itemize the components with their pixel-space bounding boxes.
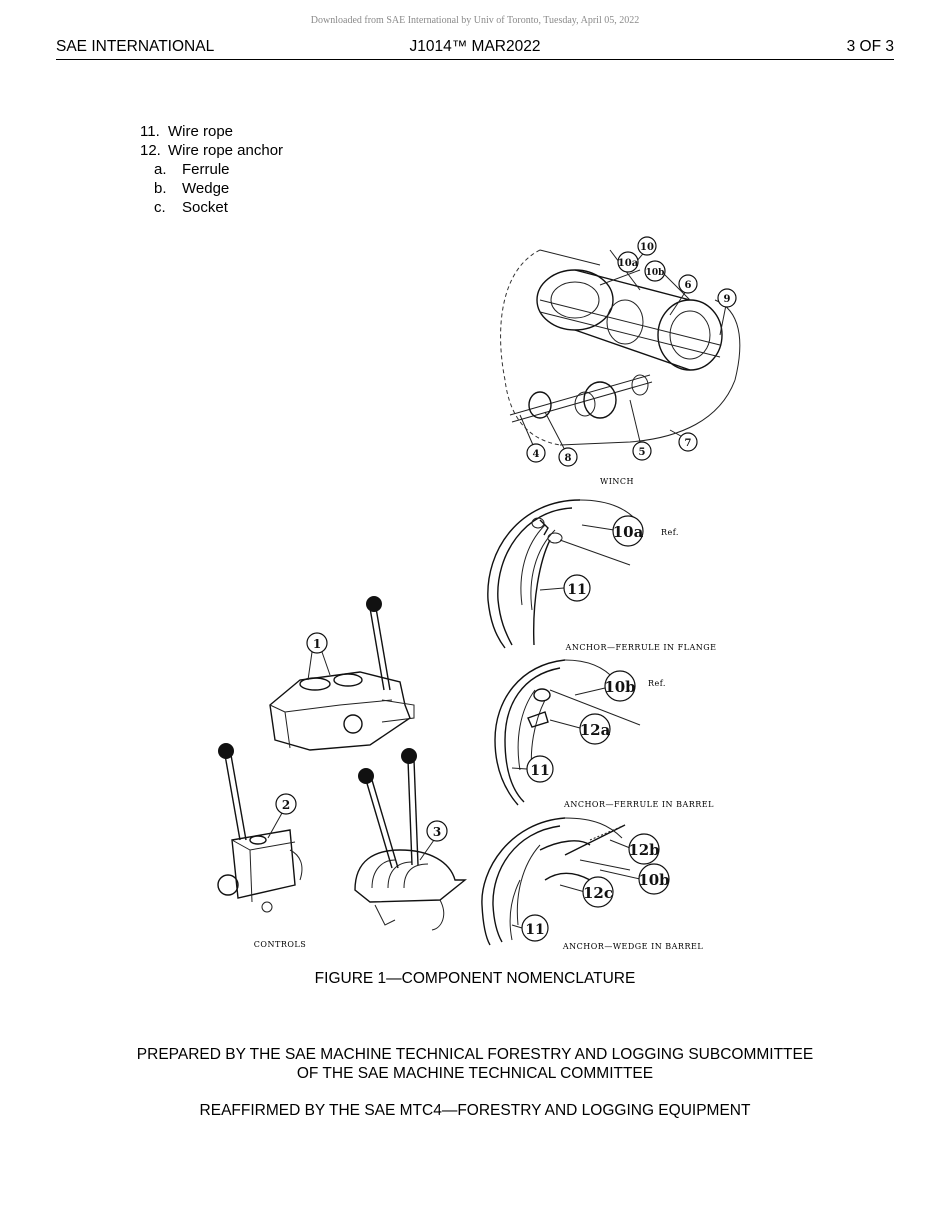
header-organization: SAE INTERNATIONAL [56, 38, 215, 55]
callout-label: 5 [638, 447, 646, 458]
caption-anchor-barrel: ANCHOR—FERRULE IN BARREL [564, 800, 714, 809]
caption-controls: CONTROLS [253, 940, 307, 949]
list-subitem-label: Ferrule [182, 161, 230, 178]
callout-label: 10b [638, 871, 670, 889]
figure-title: FIGURE 1—COMPONENT NOMENCLATURE [314, 970, 636, 987]
list-subitem-letter: b. [154, 180, 167, 197]
list-item-label: Wire rope anchor [168, 142, 284, 159]
callout-label: 11 [525, 922, 545, 938]
callout-label: 10a [612, 523, 644, 541]
callout-label: 11 [530, 763, 550, 779]
control-valve-2-drawing [218, 743, 302, 912]
list-subitem-label: Socket [182, 199, 228, 216]
caption-winch: WINCH [600, 477, 634, 486]
callout-label: 12a [579, 721, 611, 739]
list-item-number: 12. [140, 142, 161, 159]
download-notice: Downloaded from SAE International by Univ of Toronto, Tuesday, April 05, 2022 [310, 15, 640, 26]
callout-label: 12b [628, 841, 660, 859]
anchor-flange-callouts [540, 516, 644, 601]
list-item-number: 11. [140, 123, 160, 140]
list-subitem-label: Wedge [182, 180, 230, 197]
footer-line: PREPARED BY THE SAE MACHINE TECHNICAL FORESTRY AND LOGGING SUBCOMMITTEE [136, 1046, 814, 1063]
ref-label-flange: Ref. [661, 528, 679, 537]
list-item-label: Wire rope [168, 123, 234, 140]
winch-callouts [520, 237, 736, 466]
callout-label: 3 [432, 825, 442, 839]
callout-label: 10a [617, 258, 639, 269]
callout-label: 10 [640, 242, 654, 253]
callout-label: 1 [312, 637, 322, 651]
list-subitem-letter: c. [154, 199, 166, 216]
caption-anchor-flange: ANCHOR—FERRULE IN FLANGE [565, 643, 717, 652]
header-document-id: J1014™ MAR2022 [409, 38, 541, 55]
callout-label: 6 [684, 280, 692, 291]
footer-prepared-by [0, 1045, 950, 1083]
callout-label: 10b [645, 268, 665, 278]
callout-label: 7 [684, 438, 692, 449]
control-valve-1-drawing [270, 596, 414, 750]
callout-label: 9 [723, 294, 731, 305]
caption-anchor-wedge: ANCHOR—WEDGE IN BARREL [562, 942, 704, 951]
ref-label-barrel: Ref. [648, 679, 666, 688]
callout-label: 2 [281, 798, 291, 812]
winch-drawing [501, 250, 740, 445]
control-valve-3-drawing [355, 748, 465, 930]
callout-label: 12c [582, 884, 614, 902]
anchor-barrel-callouts [512, 671, 636, 782]
header-page-number: 3 OF 3 [846, 38, 894, 55]
footer-line: OF THE SAE MACHINE TECHNICAL COMMITTEE [296, 1065, 654, 1082]
list-subitem-letter: a. [154, 161, 167, 178]
callout-label: 11 [567, 582, 587, 598]
callout-label: 4 [532, 449, 540, 460]
callout-label: 10b [604, 678, 636, 696]
callout-label: 8 [564, 453, 572, 464]
footer-reaffirmed-by: REAFFIRMED BY THE SAE MTC4—FORESTRY AND LOGGING EQUIPMENT [199, 1102, 751, 1119]
